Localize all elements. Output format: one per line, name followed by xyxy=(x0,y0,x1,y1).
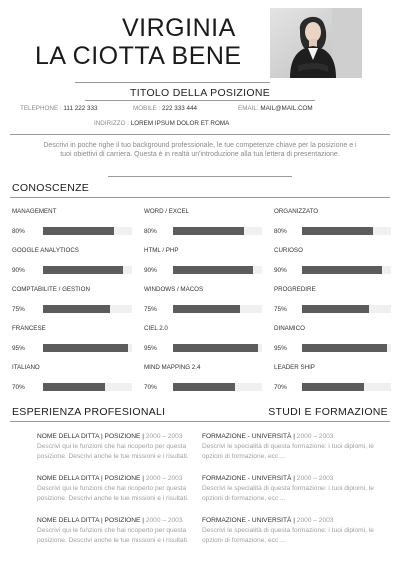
experience-entry-title: NOME DELLA DITTA | POSIZIONE | xyxy=(37,475,144,482)
education-entry-heading xyxy=(202,474,377,484)
skill-bar-fill xyxy=(43,305,110,313)
skill-percent: 80% xyxy=(12,228,25,235)
skill-bar-track xyxy=(173,227,262,235)
experience-entry-date: 2000 – 2003 xyxy=(145,433,183,440)
experience-entry-title: NOME DELLA DITTA | POSIZIONE | xyxy=(37,433,144,440)
skill-bar-fill xyxy=(302,227,373,235)
skill-bar-fill xyxy=(43,227,114,235)
phone-value: 111 222 333 xyxy=(63,105,98,112)
experience-entry xyxy=(37,516,212,545)
experience-divider xyxy=(10,421,390,422)
skill-bar-fill xyxy=(173,383,235,391)
education-entry-description: Descrivi le specialità di questa formazione: i tuoi diplomi, le opzioni di formazione, ecc ... xyxy=(202,526,374,544)
education-entry-date: 2000 – 2003 xyxy=(296,475,334,482)
skill-bar-track xyxy=(302,344,391,352)
skill-bar-track xyxy=(302,227,391,235)
skill-bar-fill xyxy=(302,383,364,391)
skill-bar-track xyxy=(43,227,132,235)
experience-entry-date: 2000 – 2003 xyxy=(145,475,183,482)
mobile-value: 222 333 444 xyxy=(162,105,198,112)
skill-bar-track xyxy=(302,266,391,274)
address-value: LOREM IPSUM DOLOR ET ROMA xyxy=(130,120,230,127)
skill-bar-fill xyxy=(43,383,105,391)
education-entry xyxy=(202,474,377,503)
experience-entry-heading xyxy=(37,432,212,442)
skill-bar-fill xyxy=(43,266,123,274)
skill-percent: 70% xyxy=(274,384,287,391)
contact-divider xyxy=(10,134,390,135)
experience-title: ESPERIENZA PROFESIONALI xyxy=(12,406,166,418)
experience-entry xyxy=(37,474,212,503)
skill-bar-fill xyxy=(302,305,369,313)
skill-name: WORD / EXCEL xyxy=(144,208,190,215)
skill-percent: 75% xyxy=(144,306,157,313)
skill-name: HTML / PHP xyxy=(144,247,179,254)
education-entry-heading xyxy=(202,432,377,442)
experience-entry xyxy=(37,432,212,461)
skill-percent: 80% xyxy=(274,228,287,235)
skill-name: ORGANIZZATO xyxy=(274,208,319,215)
education-entry xyxy=(202,432,377,461)
title-divider-top xyxy=(75,82,270,83)
skill-bar-track xyxy=(173,305,262,313)
skill-name: PROGREDIRE xyxy=(274,286,316,293)
skill-bar-track xyxy=(43,383,132,391)
skill-name: GOOGLE ANALYTIOCS xyxy=(12,247,79,254)
phone-label: TELEPHONE : xyxy=(20,105,64,112)
skill-bar-track xyxy=(43,305,132,313)
experience-entry-heading xyxy=(37,516,212,526)
education-entry-date: 2000 – 2003 xyxy=(296,517,334,524)
experience-entry-date: 2000 – 2003 xyxy=(145,517,183,524)
education-entry-title: FORMAZIONE - UNIVERSITÀ | xyxy=(202,517,295,524)
intro-divider xyxy=(108,176,292,177)
skill-name: CIEL 2.0 xyxy=(144,325,168,332)
education-entry-title: FORMAZIONE - UNIVERSITÀ | xyxy=(202,433,295,440)
experience-entry-title: NOME DELLA DITTA | POSIZIONE | xyxy=(37,517,144,524)
profile-photo xyxy=(270,8,362,78)
skill-percent: 95% xyxy=(144,345,157,352)
skill-name: DINAMICO xyxy=(274,325,305,332)
skill-bar-track xyxy=(43,344,132,352)
skills-title: CONOSCENZE xyxy=(12,182,90,194)
skill-bar-fill xyxy=(173,266,253,274)
skill-name: LEADER SHIP xyxy=(274,364,315,371)
skill-bar-track xyxy=(173,344,262,352)
skill-bar-fill xyxy=(302,266,382,274)
skill-name: ITALIANO xyxy=(12,364,40,371)
experience-entry-heading xyxy=(37,474,212,484)
skill-name: MANAGEMENT xyxy=(12,208,57,215)
education-entry-description: Descrivi le specialità di questa formazione: i tuoi diplomi, le opzioni di formazione, ecc ... xyxy=(202,484,374,502)
skill-percent: 75% xyxy=(274,306,287,313)
skill-name: COMPTABILITE / GESTION xyxy=(12,286,90,293)
contact-address xyxy=(94,120,229,127)
contact-phone xyxy=(20,105,97,112)
skill-bar-fill xyxy=(173,344,258,352)
intro-text: Descrivi in poche righe il tuo background professionale, le tue competenze chiave per la posizione e i tuoi obiettivi di carriera. Questa è in realtà un'introduzione alla tua lettera di presentazione. xyxy=(43,142,357,159)
title-divider-bottom xyxy=(85,100,315,101)
skill-percent: 95% xyxy=(12,345,25,352)
skill-bar-track xyxy=(43,266,132,274)
job-title: TITOLO DELLA POSIZIONE xyxy=(129,87,271,99)
education-entry-heading xyxy=(202,516,377,526)
skill-bar-track xyxy=(173,266,262,274)
skill-percent: 90% xyxy=(12,267,25,274)
skill-percent: 90% xyxy=(274,267,287,274)
mobile-label: MOBILE : xyxy=(133,105,163,112)
last-name: LA CIOTTA BENE xyxy=(35,42,242,70)
experience-entry-description: Descrivi qui le funzioni che hai ricoperto per questa posizione. Descrivi anche le tue missioni e i risultati. xyxy=(37,526,189,544)
skill-name: MIND MAPPING 2.4 xyxy=(144,364,201,371)
skill-percent: 95% xyxy=(274,345,287,352)
skill-name: CURIOSO xyxy=(274,247,303,254)
skill-percent: 75% xyxy=(12,306,25,313)
skill-percent: 70% xyxy=(12,384,25,391)
experience-entry-description: Descrivi qui le funzioni che hai ricoperto per questa posizione. Descrivi anche le tue missioni e i risultati. xyxy=(37,442,189,460)
skill-bar-fill xyxy=(43,344,128,352)
education-entry-description: Descrivi le specialità di questa formazione: i tuoi diplomi, le opzioni di formazione, ecc ... xyxy=(202,442,374,460)
email-value: MAIL@MAIL.COM xyxy=(260,105,313,112)
address-label: INDIRIZZO : xyxy=(94,120,131,127)
skill-bar-fill xyxy=(173,305,240,313)
skills-divider xyxy=(10,197,390,198)
skill-name: FRANCESE xyxy=(12,325,46,332)
first-name: VIRGINIA xyxy=(122,14,236,42)
contact-email xyxy=(238,105,313,112)
education-entry xyxy=(202,516,377,545)
skill-percent: 80% xyxy=(144,228,157,235)
contact-mobile xyxy=(133,105,197,112)
skill-bar-fill xyxy=(173,227,244,235)
skill-bar-fill xyxy=(302,344,387,352)
education-entry-date: 2000 – 2003 xyxy=(296,433,334,440)
skill-bar-track xyxy=(173,383,262,391)
skill-bar-track xyxy=(302,383,391,391)
skill-bar-track xyxy=(302,305,391,313)
experience-entry-description: Descrivi qui le funzioni che hai ricoperto per questa posizione. Descrivi anche le tue missioni e i risultati. xyxy=(37,484,189,502)
skill-percent: 90% xyxy=(144,267,157,274)
education-entry-title: FORMAZIONE - UNIVERSITÀ | xyxy=(202,475,295,482)
email-label: EMAIL: xyxy=(238,105,261,112)
skill-percent: 70% xyxy=(144,384,157,391)
education-title: STUDI E FORMAZIONE xyxy=(268,406,388,418)
skill-name: WINDOWS / MACOS xyxy=(144,286,204,293)
